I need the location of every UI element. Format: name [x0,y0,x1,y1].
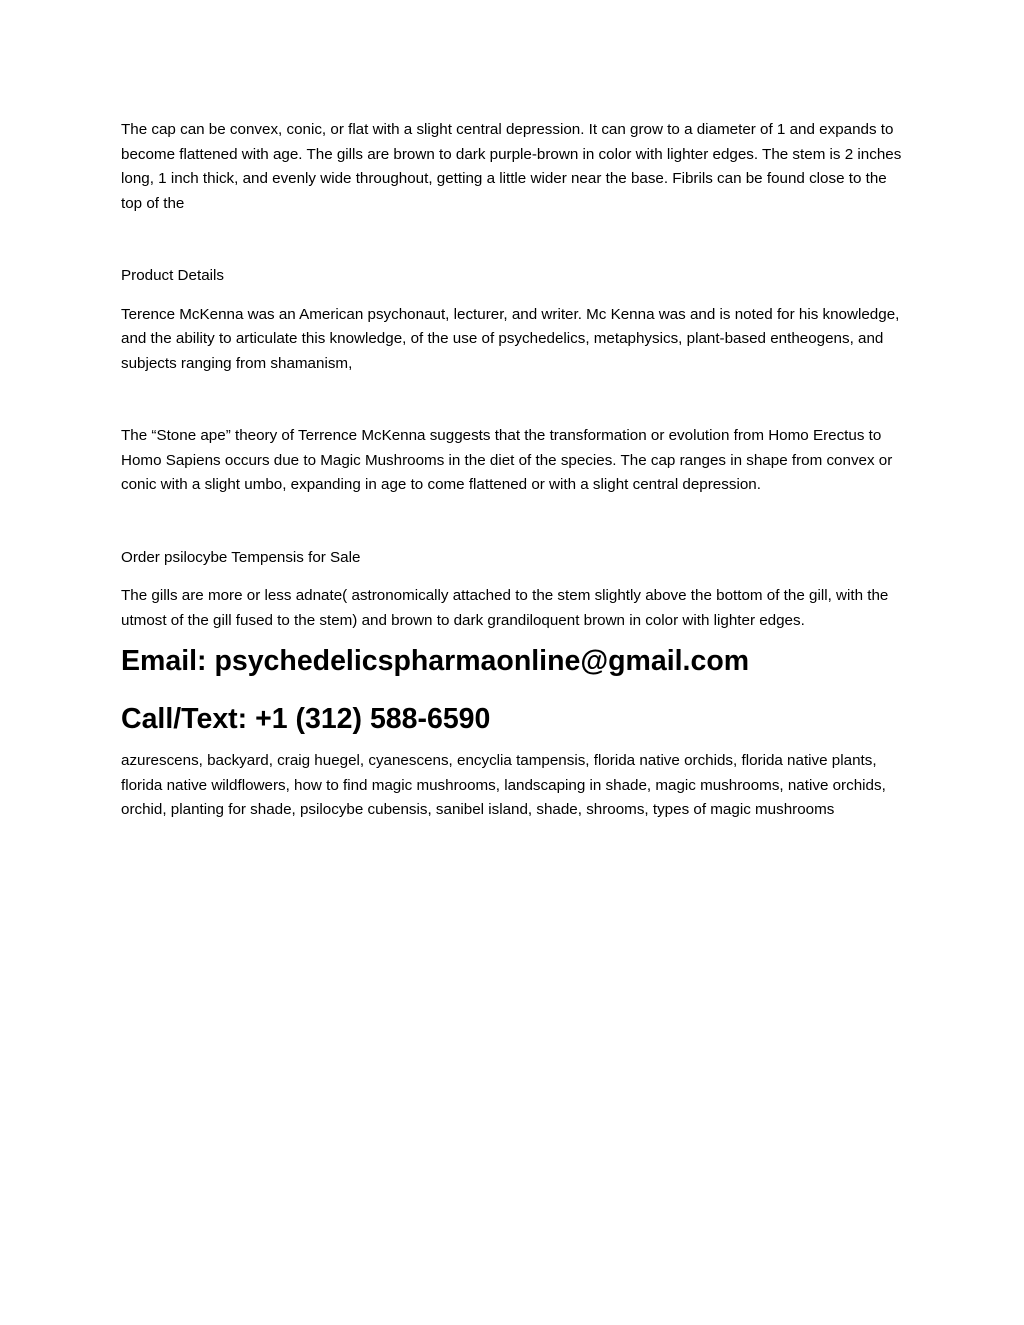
email-line: Email: psychedelicspharmaonline@gmail.com [121,645,750,677]
paragraph-cap-description: The cap can be convex, conic, or flat with a slight central depression. It can grow to a diameter of 1 and expands to become flattened with age. The gills are brown to dark purple-brown in color with lighter edges. The stem is 2 inches long, 1 inch thick, and evenly wide throughout, getting a little wider near the base. Fibrils can be found close to the top of the [121,121,902,212]
spacer [121,216,911,264]
paragraph-stone-ape: The “Stone ape” theory of Terrence McKenna suggests that the transformation or evolution from Homo Erectus to Homo Sapiens occurs due to Magic Mushrooms in the diet of the species. The cap ranges in shape from convex or conic with a slight umbo, expanding in age to come flattened or with a slight central depression. [121,427,893,493]
document-page [121,118,911,823]
paragraph-gills: The gills are more or less adnate( astronomically attached to the stem slightly above the bottom of the gill, with the utmost of the gill fused to the stem) and brown to dark grandiloquent brown in color with lighter edges. [121,587,889,629]
spacer [121,679,911,701]
heading-order: Order psilocybe Tempensis for Sale [121,548,361,566]
phone-line: Call/Text: +1 (312) 588-6590 [121,703,491,735]
heading-product-details: Product Details [121,267,224,284]
spacer [121,289,911,303]
paragraph-mckenna: Terence McKenna was an American psychonaut, lecturer, and writer. Mc Kenna was and is noted for his knowledge, and the ability to articulate this knowledge, of the use of psychedelics, metaphysics, plant-based entheogens, and subjects ranging from shamanism, [121,305,900,372]
spacer [121,737,911,749]
tags-paragraph: azurescens, backyard, craig huegel, cyanescens, encyclia tampensis, florida native orchids, florida native plants, florida native wildflowers, how to find magic mushrooms, landscaping in shade, magic mushrooms, native orchids, orchid, planting for shade, psilocybe cubensis, sanibel island, shade, shrooms, types of magic mushrooms [121,752,886,818]
spacer [121,570,911,584]
spacer [121,633,911,643]
spacer [121,498,911,546]
spacer [121,376,911,424]
